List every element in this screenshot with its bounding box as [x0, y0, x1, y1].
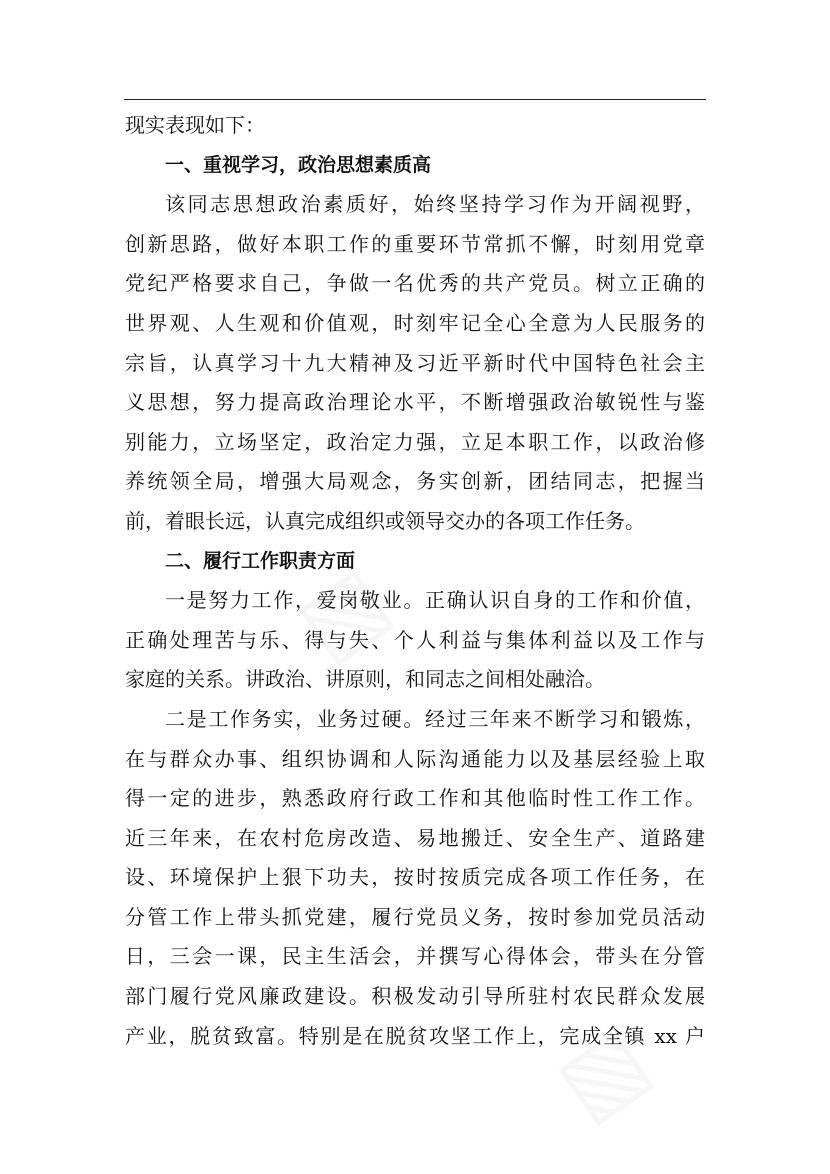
- document-body: [125, 106, 705, 1056]
- section-heading-2: 二、履行工作职责方面: [165, 549, 356, 572]
- paragraph-line: 创新思路，做好本职工作的重要环节常抓不懈，时刻用党章: [125, 231, 705, 256]
- paragraph-line: 部门履行党风廉政建设。积极发动引导所驻村农民群众发展: [125, 984, 705, 1009]
- paragraph-line: 产业，脱贫致富。特别是在脱贫攻坚工作上，完成全镇 xx 户: [125, 1023, 705, 1048]
- section-heading-1: 一、重视学习，政治思想素质高: [165, 153, 432, 176]
- paragraph-line: 日，三会一课，民主生活会，并撰写心得体会，带头在分管: [125, 944, 705, 969]
- paragraph-line: 党纪严格要求自己，争做一名优秀的共产党员。树立正确的: [125, 271, 705, 296]
- paragraph-line: 一是努力工作，爱岗敬业。正确认识自身的工作和价值，: [165, 588, 705, 613]
- paragraph-line: 分管工作上带头抓党建，履行党员义务，按时参加党员活动: [125, 904, 705, 929]
- paragraph-political-quality: [125, 185, 705, 541]
- paragraph-line: 宗旨，认真学习十九大精神及习近平新时代中国特色社会主: [125, 350, 705, 375]
- paragraph-line: 正确处理苦与乐、得与失、个人利益与集体利益以及工作与: [125, 627, 705, 652]
- paragraph-line: 在与群众办事、组织协调和人际沟通能力以及基层经验上取: [125, 746, 705, 771]
- paragraph-line: 设、环境保护上狠下功夫，按时按质完成各项工作任务，在: [125, 865, 705, 890]
- paragraph-line: 养统领全局，增强大局观念，务实创新，团结同志，把握当: [125, 469, 705, 494]
- paragraph-work-performance: [125, 700, 705, 1056]
- header-rule: [124, 99, 706, 100]
- paragraph-line: 家庭的关系。讲政治、讲原则，和同志之间相处融洽。: [125, 667, 605, 692]
- paragraph-line: 得一定的进步，熟悉政府行政工作和其他临时性工作工作。: [125, 786, 705, 811]
- intro-fragment: 现实表现如下：: [125, 113, 265, 137]
- paragraph-line: 前，着眼长远，认真完成组织或领导交办的各项工作任务。: [125, 508, 645, 533]
- paragraph-line: 义思想，努力提高政治理论水平，不断增强政治敏锐性与鉴: [125, 390, 705, 415]
- paragraph-line: 世界观、人生观和价值观，时刻牢记全心全意为人民服务的: [125, 310, 705, 335]
- paragraph-line: 近三年来，在农村危房改造、易地搬迁、安全生产、道路建: [125, 825, 705, 850]
- paragraph-work-attitude: [125, 581, 705, 700]
- paragraph-line: 该同志思想政治素质好，始终坚持学习作为开阔视野，: [165, 192, 705, 217]
- paragraph-line: 别能力，立场坚定，政治定力强，立足本职工作，以政治修: [125, 429, 705, 454]
- paragraph-line: 二是工作务实，业务过硬。经过三年来不断学习和锻炼，: [165, 706, 705, 731]
